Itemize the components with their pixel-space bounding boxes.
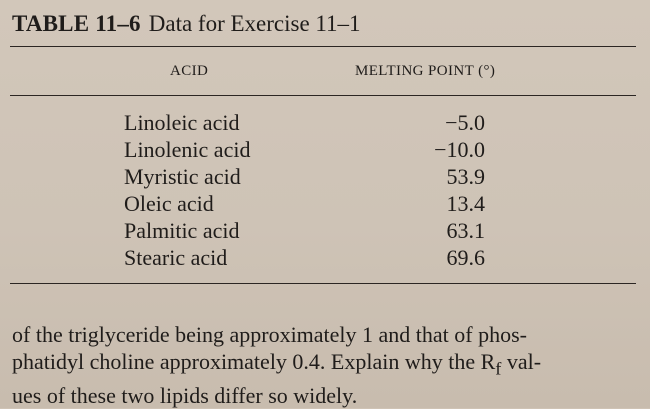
acid-name: Palmitic acid <box>124 218 240 243</box>
table-row <box>0 163 650 190</box>
acid-name: Myristic acid <box>124 164 241 189</box>
table-title: Data for Exercise 11–1 <box>148 11 361 36</box>
table-caption <box>12 10 361 38</box>
top-rule <box>10 46 636 47</box>
table-row <box>0 217 650 244</box>
table-body <box>0 109 650 271</box>
melting-point-value: 13.4 <box>446 191 485 216</box>
paragraph-line <box>12 348 642 382</box>
paragraph-line: ues of these two lipids differ so widely. <box>12 383 358 409</box>
acid-name: Oleic acid <box>124 191 214 216</box>
paragraph-line-text: phatidyl choline approximately 0.4. Explain why the R <box>12 349 496 374</box>
column-header-melting-point: MELTING POINT (°) <box>355 63 496 79</box>
header-rule <box>10 95 636 96</box>
table-row <box>0 109 650 136</box>
acid-name: Linolenic acid <box>124 137 251 162</box>
acid-name: Linoleic acid <box>124 110 240 135</box>
r-subscript: f <box>495 358 502 379</box>
table-row <box>0 136 650 163</box>
table-row <box>0 244 650 271</box>
column-header-acid: ACID <box>170 63 209 79</box>
melting-point-value: −5.0 <box>445 110 485 135</box>
body-paragraph <box>12 321 642 409</box>
melting-point-value: −10.0 <box>434 137 485 162</box>
table-row <box>0 190 650 217</box>
melting-point-value: 69.6 <box>446 245 485 270</box>
paragraph-line: of the triglyceride being approximately 1 and that of phos- <box>12 322 528 347</box>
melting-point-value: 63.1 <box>446 218 485 243</box>
table-label: TABLE 11–6 <box>12 11 141 36</box>
melting-point-value: 53.9 <box>446 164 485 189</box>
paragraph-line-tail: val- <box>501 349 542 374</box>
bottom-rule <box>10 283 636 284</box>
acid-name: Stearic acid <box>124 245 228 270</box>
